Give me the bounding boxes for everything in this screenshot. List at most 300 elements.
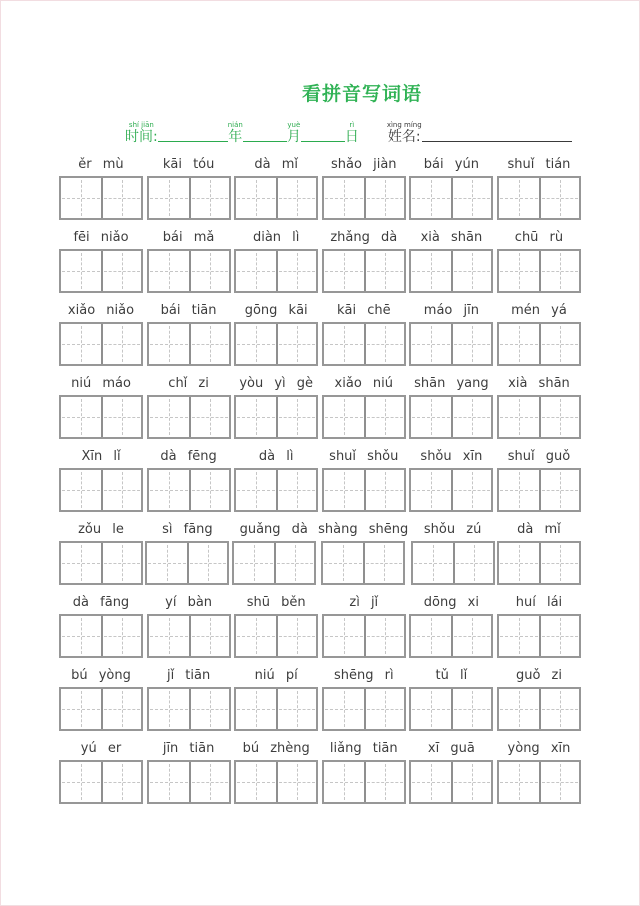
pinyin-label: bú yòng [71, 668, 131, 683]
writing-cell [451, 397, 491, 437]
writing-cell [411, 689, 451, 729]
word-group [409, 740, 493, 804]
word-group [322, 156, 406, 220]
pinyin-label: ěr mù [78, 157, 124, 172]
pinyin-label: sì fāng [162, 522, 213, 537]
word-group [59, 448, 143, 512]
writing-cell [499, 178, 539, 218]
writing-box [59, 541, 143, 585]
writing-cell [149, 251, 189, 291]
word-group [318, 521, 408, 585]
pinyin-label: shū běn [246, 595, 306, 610]
writing-box [497, 468, 581, 512]
pinyin-label: dà fēng [160, 449, 217, 464]
writing-cell [61, 689, 101, 729]
writing-cell [451, 178, 491, 218]
writing-cell [236, 762, 276, 802]
word-group [322, 302, 406, 366]
writing-box [59, 395, 143, 439]
writing-cell [276, 762, 316, 802]
header-meta [1, 110, 639, 144]
writing-cell [364, 397, 404, 437]
word-group [322, 375, 406, 439]
pinyin-label: niú máo [71, 376, 131, 391]
pinyin-label: bái yún [423, 157, 479, 172]
pinyin-label: xiǎo niǎo [67, 303, 135, 318]
pinyin-label: kāi tóu [162, 157, 215, 172]
word-group [322, 448, 406, 512]
pinyin-label: xiǎo niú [334, 376, 393, 391]
writing-cell [61, 178, 101, 218]
word-group [59, 667, 143, 731]
pinyin-label: shuǐ guǒ [507, 449, 571, 464]
year-blank-line [158, 140, 228, 142]
writing-box [232, 541, 316, 585]
writing-cell [149, 762, 189, 802]
word-group [147, 375, 231, 439]
word-group [59, 375, 143, 439]
writing-cell [324, 251, 364, 291]
pinyin-label: bái mǎ [162, 230, 215, 245]
writing-box [322, 468, 406, 512]
pinyin-label: shān yang [414, 376, 489, 391]
word-group [497, 375, 581, 439]
writing-cell [451, 324, 491, 364]
writing-box [147, 760, 231, 804]
pinyin-label: gōng kāi [244, 303, 308, 318]
pinyin-label: Xīn lǐ [81, 449, 121, 464]
writing-box [59, 468, 143, 512]
worksheet-row [59, 302, 581, 366]
writing-cell [324, 178, 364, 218]
writing-cell [539, 689, 579, 729]
pinyin-label: shuǐ tián [507, 157, 571, 172]
writing-cell [499, 689, 539, 729]
day-blank-line [301, 140, 345, 142]
writing-box [59, 176, 143, 220]
pinyin-label: shǒu xīn [420, 449, 483, 464]
worksheet-row [59, 229, 581, 293]
writing-cell [189, 397, 229, 437]
word-group [147, 448, 231, 512]
writing-cell [411, 178, 451, 218]
month-label-text: 月 [286, 129, 301, 145]
word-group [234, 667, 318, 731]
writing-cell [324, 689, 364, 729]
pinyin-label: zhǎng dà [330, 230, 398, 245]
word-group [234, 375, 318, 439]
word-group [59, 229, 143, 293]
word-group [409, 594, 493, 658]
day-label-text: 日 [344, 129, 359, 145]
pinyin-label: mén yá [511, 303, 567, 318]
writing-cell [363, 543, 403, 583]
writing-cell [61, 397, 101, 437]
word-group [409, 448, 493, 512]
pinyin-label: dà mǐ [517, 522, 561, 537]
writing-cell [189, 616, 229, 656]
pinyin-label: chū rù [514, 230, 564, 245]
word-group [409, 156, 493, 220]
writing-cell [61, 251, 101, 291]
writing-box [322, 614, 406, 658]
worksheet-page [1, 1, 639, 905]
writing-cell [364, 470, 404, 510]
word-group [409, 302, 493, 366]
writing-cell [411, 616, 451, 656]
worksheet-row [59, 594, 581, 658]
writing-cell [236, 689, 276, 729]
worksheet-row [59, 740, 581, 804]
word-group [147, 156, 231, 220]
writing-cell [364, 616, 404, 656]
writing-cell [236, 397, 276, 437]
writing-cell [323, 543, 363, 583]
word-group [59, 740, 143, 804]
writing-box [409, 760, 493, 804]
pinyin-label: dōng xi [423, 595, 479, 610]
writing-cell [499, 470, 539, 510]
time-label [125, 122, 158, 144]
writing-cell [499, 762, 539, 802]
writing-cell [539, 762, 579, 802]
pinyin-label: yí bàn [165, 595, 213, 610]
writing-cell [539, 397, 579, 437]
pinyin-label: jīn tiān [162, 741, 215, 756]
writing-cell [276, 616, 316, 656]
word-group [147, 229, 231, 293]
writing-cell [539, 616, 579, 656]
writing-cell [101, 324, 141, 364]
writing-cell [324, 616, 364, 656]
word-group [497, 229, 581, 293]
writing-cell [276, 470, 316, 510]
pinyin-label: dà mǐ [254, 157, 298, 172]
writing-box [147, 249, 231, 293]
writing-cell [149, 397, 189, 437]
pinyin-label: tǔ lǐ [435, 668, 468, 683]
word-group [234, 740, 318, 804]
writing-box [234, 176, 318, 220]
writing-cell [234, 543, 274, 583]
word-group [234, 302, 318, 366]
writing-cell [364, 762, 404, 802]
writing-cell [101, 178, 141, 218]
pinyin-label: dà fāng [72, 595, 130, 610]
writing-cell [451, 689, 491, 729]
pinyin-label: bú zhèng [242, 741, 310, 756]
writing-cell [149, 178, 189, 218]
writing-box [497, 322, 581, 366]
name-label-text: 姓名: [387, 129, 421, 145]
month-blank-line [243, 140, 287, 142]
pinyin-label: shàng shēng [318, 522, 409, 537]
pinyin-label: fēi niǎo [73, 230, 129, 245]
writing-box [322, 249, 406, 293]
name-label-pinyin: xìng míng [386, 121, 422, 129]
word-group [234, 448, 318, 512]
writing-cell [276, 251, 316, 291]
pinyin-label: yòu yì gè [239, 376, 314, 391]
writing-cell [236, 470, 276, 510]
writing-cell [236, 178, 276, 218]
pinyin-label: jǐ tiān [166, 668, 211, 683]
writing-box [409, 249, 493, 293]
word-group [411, 521, 495, 585]
pinyin-label: shuǐ shǒu [329, 449, 399, 464]
writing-cell [61, 616, 101, 656]
writing-cell [411, 762, 451, 802]
writing-cell [499, 324, 539, 364]
word-group [497, 667, 581, 731]
writing-cell [101, 616, 141, 656]
writing-cell [149, 324, 189, 364]
writing-box [497, 249, 581, 293]
writing-box [147, 687, 231, 731]
word-group [497, 740, 581, 804]
writing-cell [149, 470, 189, 510]
writing-cell [147, 543, 187, 583]
writing-cell [451, 616, 491, 656]
worksheet-row [59, 156, 581, 220]
writing-cell [189, 178, 229, 218]
word-group [497, 521, 581, 585]
time-label-pinyin: shí jiān [128, 121, 154, 129]
writing-box [321, 541, 405, 585]
writing-box [59, 322, 143, 366]
writing-cell [276, 324, 316, 364]
pinyin-label: máo jīn [423, 303, 479, 318]
writing-cell [101, 470, 141, 510]
writing-box [147, 468, 231, 512]
writing-cell [411, 397, 451, 437]
writing-box [234, 468, 318, 512]
word-group [497, 448, 581, 512]
writing-cell [364, 324, 404, 364]
writing-box [409, 176, 493, 220]
writing-cell [101, 251, 141, 291]
writing-box [409, 614, 493, 658]
writing-cell [274, 543, 314, 583]
writing-box [409, 687, 493, 731]
word-group [234, 156, 318, 220]
worksheet-row [59, 375, 581, 439]
writing-box [59, 249, 143, 293]
writing-cell [451, 251, 491, 291]
writing-cell [189, 689, 229, 729]
word-group [59, 302, 143, 366]
pinyin-label: liǎng tiān [329, 741, 398, 756]
pinyin-label: xī guā [427, 741, 475, 756]
worksheet-row [59, 667, 581, 731]
name-blank-line [422, 140, 572, 142]
word-group [322, 229, 406, 293]
year-label [228, 122, 243, 144]
writing-cell [101, 543, 141, 583]
word-group [234, 594, 318, 658]
writing-cell [276, 178, 316, 218]
pinyin-label: dà lì [258, 449, 294, 464]
writing-box [147, 395, 231, 439]
writing-box [497, 541, 581, 585]
writing-box [234, 395, 318, 439]
word-group [322, 740, 406, 804]
writing-cell [453, 543, 493, 583]
writing-box [234, 687, 318, 731]
pinyin-label: niú pí [254, 668, 298, 683]
month-label [287, 122, 301, 144]
word-group [59, 156, 143, 220]
writing-cell [189, 251, 229, 291]
pinyin-label: chǐ zi [168, 376, 209, 391]
writing-cell [189, 324, 229, 364]
writing-box [59, 760, 143, 804]
word-group [147, 667, 231, 731]
pinyin-label: zǒu le [78, 522, 124, 537]
writing-cell [101, 762, 141, 802]
writing-cell [364, 251, 404, 291]
writing-box [497, 760, 581, 804]
pinyin-label: kāi chē [336, 303, 391, 318]
writing-cell [539, 251, 579, 291]
writing-cell [451, 762, 491, 802]
word-group [409, 667, 493, 731]
word-group [145, 521, 229, 585]
writing-cell [61, 470, 101, 510]
writing-cell [499, 397, 539, 437]
writing-cell [539, 324, 579, 364]
word-group [322, 594, 406, 658]
writing-box [59, 614, 143, 658]
writing-box [322, 322, 406, 366]
writing-cell [324, 397, 364, 437]
writing-cell [324, 470, 364, 510]
writing-cell [101, 397, 141, 437]
writing-cell [61, 324, 101, 364]
writing-box [147, 614, 231, 658]
writing-box [234, 322, 318, 366]
writing-box [234, 760, 318, 804]
writing-cell [413, 543, 453, 583]
day-label-pinyin: rì [349, 121, 355, 129]
writing-box [409, 395, 493, 439]
pinyin-label: shǒu zú [423, 522, 482, 537]
writing-box [145, 541, 229, 585]
writing-box [322, 176, 406, 220]
word-group [147, 594, 231, 658]
writing-cell [411, 251, 451, 291]
pinyin-label: huí lái [515, 595, 563, 610]
word-group [497, 156, 581, 220]
year-label-text: 年 [228, 129, 243, 145]
writing-box [234, 249, 318, 293]
pinyin-label: shēng rì [333, 668, 394, 683]
writing-cell [149, 689, 189, 729]
pinyin-label: yòng xīn [507, 741, 571, 756]
writing-box [497, 687, 581, 731]
writing-cell [236, 616, 276, 656]
writing-cell [61, 762, 101, 802]
writing-box [322, 687, 406, 731]
writing-cell [411, 324, 451, 364]
word-group [147, 740, 231, 804]
writing-cell [324, 324, 364, 364]
month-label-pinyin: yuè [287, 121, 301, 129]
writing-box [322, 760, 406, 804]
writing-box [59, 687, 143, 731]
writing-cell [364, 689, 404, 729]
pinyin-label: bái tiān [160, 303, 217, 318]
pinyin-label: xià shān [420, 230, 483, 245]
pinyin-label: shǎo jiàn [331, 157, 397, 172]
writing-box [411, 541, 495, 585]
writing-cell [61, 543, 101, 583]
writing-box [147, 176, 231, 220]
writing-cell [276, 397, 316, 437]
word-group [232, 521, 316, 585]
word-group [497, 302, 581, 366]
writing-cell [189, 762, 229, 802]
writing-box [409, 322, 493, 366]
pinyin-label: guǎng dà [239, 522, 308, 537]
writing-cell [539, 178, 579, 218]
word-group [59, 521, 143, 585]
word-group [234, 229, 318, 293]
worksheet-grid [1, 156, 639, 804]
writing-box [409, 468, 493, 512]
writing-cell [411, 470, 451, 510]
word-group [409, 229, 493, 293]
pinyin-label: diàn lì [252, 230, 300, 245]
writing-box [497, 176, 581, 220]
writing-cell [324, 762, 364, 802]
writing-box [234, 614, 318, 658]
worksheet-row [59, 448, 581, 512]
word-group [322, 667, 406, 731]
page-title: 看拼音写词语 [301, 83, 422, 105]
pinyin-label: zì jǐ [349, 595, 379, 610]
year-label-pinyin: nián [227, 121, 243, 129]
word-group [147, 302, 231, 366]
writing-cell [451, 470, 491, 510]
name-label [387, 122, 422, 144]
pinyin-label: yú er [80, 741, 122, 756]
time-label-text: 时间: [125, 129, 158, 145]
writing-cell [149, 616, 189, 656]
writing-cell [236, 324, 276, 364]
writing-box [322, 395, 406, 439]
writing-box [497, 614, 581, 658]
pinyin-label: guǒ zi [515, 668, 562, 683]
writing-cell [499, 251, 539, 291]
writing-cell [499, 616, 539, 656]
writing-cell [539, 470, 579, 510]
writing-cell [364, 178, 404, 218]
word-group [59, 594, 143, 658]
writing-cell [539, 543, 579, 583]
word-group [409, 375, 493, 439]
day-label [345, 122, 359, 144]
writing-cell [276, 689, 316, 729]
writing-cell [499, 543, 539, 583]
writing-box [147, 322, 231, 366]
writing-cell [187, 543, 227, 583]
worksheet-row [59, 521, 581, 585]
writing-cell [189, 470, 229, 510]
writing-cell [101, 689, 141, 729]
writing-box [497, 395, 581, 439]
pinyin-label: xià shān [508, 376, 570, 391]
